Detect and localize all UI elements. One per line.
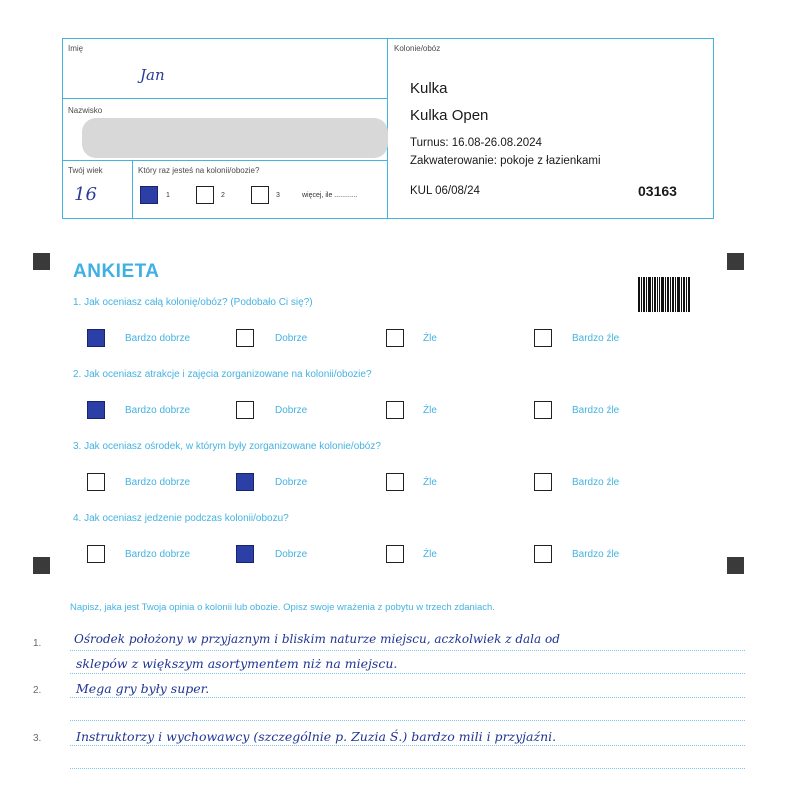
q2-option-label: Źle — [423, 405, 437, 416]
accommodation-row — [410, 155, 601, 167]
question-2: 2. Jak oceniasz atrakcje i zajęcia zorganizowane na kolonii/obozie? — [73, 369, 372, 380]
registration-marker — [33, 557, 50, 574]
opinion-number-2: 2. — [33, 685, 42, 696]
q1-option-label: Źle — [423, 333, 437, 344]
times-more-label: więcej, ile ............ — [302, 192, 358, 199]
name-value[interactable]: Jan — [140, 66, 165, 84]
times-checkbox-1[interactable] — [140, 186, 158, 204]
q2-option-label: Bardzo dobrze — [125, 405, 191, 416]
times-checkbox-3[interactable] — [251, 186, 269, 204]
q1-option-dobrze-checkbox[interactable] — [236, 329, 254, 347]
times-option-1: 1 — [166, 192, 170, 199]
registration-marker — [33, 253, 50, 270]
q3-option-label: Bardzo dobrze — [125, 477, 191, 488]
name-label: Imię — [68, 44, 84, 53]
header-divider-surname — [62, 160, 387, 161]
answer-line — [70, 697, 745, 698]
header-divider-age — [132, 160, 133, 219]
answer-line — [70, 768, 745, 769]
q1-option-bardzo-zle-checkbox[interactable] — [534, 329, 552, 347]
opinion-handwritten-line-1[interactable]: Ośrodek położony w przyjaznym i bliskim naturze miejscu, aczkolwiek z dala od — [74, 632, 560, 646]
q4-option-bardzo-zle-checkbox[interactable] — [534, 545, 552, 563]
q3-option-label: Dobrze — [275, 477, 308, 488]
q2-option-bardzo-zle-checkbox[interactable] — [534, 401, 552, 419]
age-label: Twój wiek — [68, 166, 103, 175]
opinion-handwritten-line-2[interactable]: sklepów z większym asortymentem niż na miejscu. — [76, 656, 398, 671]
turnus-value: 16.08-26.08.2024 — [451, 137, 542, 149]
q1-option-label: Bardzo dobrze — [125, 333, 191, 344]
q4-option-label: Bardzo źle — [572, 549, 620, 560]
times-option-2: 2 — [221, 192, 225, 199]
q1-option-label: Bardzo źle — [572, 333, 620, 344]
q1-option-zle-checkbox[interactable] — [386, 329, 404, 347]
q4-option-dobrze-checkbox[interactable] — [236, 545, 254, 563]
q3-option-bardzo-dobrze-checkbox[interactable] — [87, 473, 105, 491]
registration-marker — [727, 557, 744, 574]
q4-option-bardzo-dobrze-checkbox[interactable] — [87, 545, 105, 563]
times-option-3: 3 — [276, 192, 280, 199]
age-value[interactable]: 16 — [74, 184, 97, 205]
q3-option-label: Bardzo źle — [572, 477, 620, 488]
q1-option-label: Dobrze — [275, 333, 308, 344]
q2-option-dobrze-checkbox[interactable] — [236, 401, 254, 419]
barcode — [638, 277, 690, 312]
camp-code: KUL 06/08/24 — [410, 185, 480, 197]
q2-option-zle-checkbox[interactable] — [386, 401, 404, 419]
header-divider-name — [62, 98, 387, 99]
q4-option-label: Źle — [423, 549, 437, 560]
barcode-graphic — [638, 277, 690, 312]
surname-redacted-field — [82, 118, 388, 158]
opinion-number-3: 3. — [33, 733, 42, 744]
answer-line — [70, 745, 745, 746]
q2-option-label: Dobrze — [275, 405, 308, 416]
survey-title: ANKIETA — [73, 261, 160, 282]
surname-label: Nazwisko — [68, 106, 103, 115]
q3-option-label: Źle — [423, 477, 437, 488]
q2-option-bardzo-dobrze-checkbox[interactable] — [87, 401, 105, 419]
opinion-handwritten-line-4[interactable]: Instruktorzy i wychowawcy (szczególnie p. Zuzia Ś.) bardzo mili i przyjaźni. — [76, 729, 557, 744]
camp-label: Kolonie/obóz — [394, 44, 441, 53]
q3-option-zle-checkbox[interactable] — [386, 473, 404, 491]
camp-line2: Kulka Open — [410, 107, 489, 124]
opinion-number-1: 1. — [33, 638, 42, 649]
question-1: 1. Jak oceniasz całą kolonię/obóz? (Podobało Ci się?) — [73, 297, 313, 308]
turnus-row — [410, 137, 542, 149]
times-label: Który raz jesteś na kolonii/obozie? — [138, 166, 260, 175]
accommodation-value: pokoje z łazienkami — [500, 155, 601, 167]
question-3: 3. Jak oceniasz ośrodek, w którym były zorganizowane kolonie/obóz? — [73, 441, 381, 452]
camp-line1: Kulka — [410, 80, 448, 97]
accommodation-label: Zakwaterowanie: — [410, 155, 497, 167]
q3-option-dobrze-checkbox[interactable] — [236, 473, 254, 491]
q3-option-bardzo-zle-checkbox[interactable] — [534, 473, 552, 491]
opinion-instruction: Napisz, jaka jest Twoja opinia o kolonii lub obozie. Opisz swoje wrażenia z pobytu w trzech zdaniach. — [70, 602, 495, 613]
answer-line — [70, 650, 745, 651]
turnus-label: Turnus: — [410, 137, 449, 149]
q1-option-bardzo-dobrze-checkbox[interactable] — [87, 329, 105, 347]
registration-marker — [727, 253, 744, 270]
answer-line — [70, 673, 745, 674]
question-4: 4. Jak oceniasz jedzenie podczas kolonii/obozu? — [73, 513, 289, 524]
opinion-handwritten-line-3[interactable]: Mega gry były super. — [76, 681, 210, 696]
q4-option-zle-checkbox[interactable] — [386, 545, 404, 563]
q4-option-label: Bardzo dobrze — [125, 549, 191, 560]
q4-option-label: Dobrze — [275, 549, 308, 560]
q2-option-label: Bardzo źle — [572, 405, 620, 416]
times-checkbox-2[interactable] — [196, 186, 214, 204]
form-number: 03163 — [638, 183, 677, 199]
answer-line — [70, 720, 745, 721]
